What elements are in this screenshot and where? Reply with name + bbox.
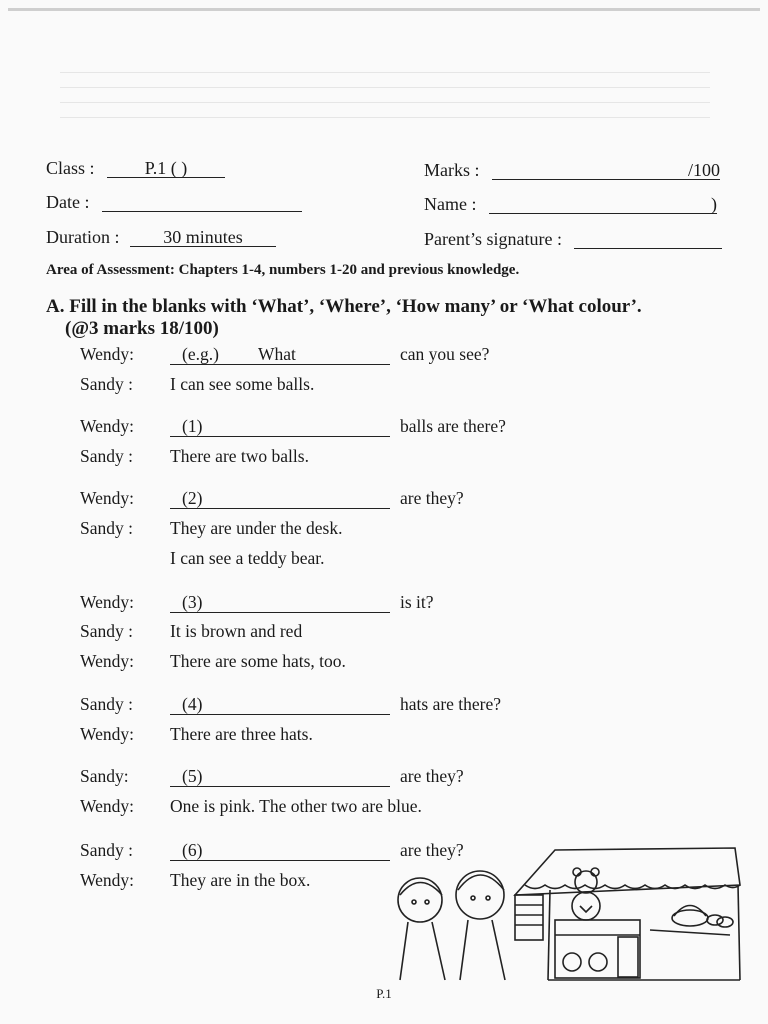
- question-text: are they?: [400, 766, 464, 786]
- speaker-label: Sandy:: [80, 766, 129, 786]
- answer-blank[interactable]: [170, 488, 390, 509]
- dialogue-line: [80, 416, 680, 440]
- dialogue-line: [80, 446, 680, 470]
- section-a-marks: (@3 marks 18/100): [65, 318, 219, 339]
- marks-field: [424, 160, 720, 181]
- response-text: They are under the desk.: [170, 518, 343, 538]
- answer-blank[interactable]: [170, 344, 390, 365]
- answer-blank[interactable]: [170, 840, 390, 861]
- response-text: I can see a teddy bear.: [170, 548, 325, 568]
- dialogue-line: [80, 518, 680, 542]
- example-answer: What: [258, 344, 296, 364]
- speaker-label: Wendy:: [80, 416, 134, 436]
- marks-label: Marks :: [424, 160, 480, 180]
- question-number: (6): [182, 840, 203, 860]
- answer-blank[interactable]: [170, 416, 390, 437]
- question-text: is it?: [400, 592, 434, 612]
- speaker-label: Sandy :: [80, 694, 133, 714]
- section-a-title: A. Fill in the blanks with ‘What’, ‘Where’, ‘How many’ or ‘What colour’.: [46, 296, 642, 317]
- response-text: It is brown and red: [170, 621, 303, 641]
- response-text: One is pink. The other two are blue.: [170, 796, 422, 816]
- speaker-label: Wendy:: [80, 870, 134, 890]
- dialogue-line: [80, 344, 680, 368]
- response-text: There are three hats.: [170, 724, 313, 744]
- duration-label: Duration :: [46, 227, 120, 247]
- scan-edge: [8, 8, 760, 11]
- question-number: (5): [182, 766, 203, 786]
- dialogue-line: [80, 766, 680, 790]
- speaker-label: Sandy :: [80, 518, 133, 538]
- question-text: are they?: [400, 840, 464, 860]
- speaker-label: Sandy :: [80, 621, 133, 641]
- speaker-label: Sandy :: [80, 446, 133, 466]
- assessment-area: Area of Assessment: Chapters 1-4, numbers 1-20 and previous knowledge.: [46, 262, 520, 278]
- question-text: hats are there?: [400, 694, 502, 714]
- date-field: [46, 192, 302, 213]
- section-a-heading: [46, 296, 642, 340]
- question-number: (2): [182, 488, 203, 508]
- speaker-label: Wendy:: [80, 344, 134, 364]
- response-text: There are some hats, too.: [170, 651, 346, 671]
- parent-signature-label: Parent’s signature :: [424, 229, 562, 249]
- dialogue-line: [80, 621, 680, 645]
- question-text: balls are there?: [400, 416, 506, 436]
- dialogue-line: [80, 694, 680, 718]
- page-number: P.1: [376, 986, 392, 1001]
- speaker-label: Sandy :: [80, 374, 133, 394]
- show-through-text: [60, 62, 710, 132]
- parent-signature-field: [424, 229, 722, 250]
- dialogue-line: [80, 796, 680, 820]
- dialogue-line: [80, 592, 680, 616]
- question-number: (e.g.): [182, 344, 219, 364]
- name-blank: [489, 195, 717, 214]
- class-value: P.1 ( ): [107, 159, 225, 178]
- class-field: [46, 158, 225, 179]
- name-field: [424, 194, 717, 215]
- dialogue-line: [80, 724, 680, 748]
- speaker-label: Wendy:: [80, 724, 134, 744]
- duration-field: [46, 227, 276, 248]
- name-label: Name :: [424, 194, 477, 214]
- speaker-label: Wendy:: [80, 651, 134, 671]
- children-toy-shop-illustration: [390, 840, 750, 990]
- dialogue-line: [80, 488, 680, 512]
- speaker-label: Wendy:: [80, 592, 134, 612]
- response-text: There are two balls.: [170, 446, 309, 466]
- dialogue-line: [80, 651, 680, 675]
- question-number: (1): [182, 416, 203, 436]
- marks-value: /100: [492, 161, 720, 180]
- dialogue-line: [80, 548, 680, 572]
- answer-blank[interactable]: [170, 694, 390, 715]
- speaker-label: Sandy :: [80, 840, 133, 860]
- response-text: They are in the box.: [170, 870, 311, 890]
- class-label: Class :: [46, 158, 95, 178]
- dialogue-line: [80, 374, 680, 398]
- date-blank: [102, 193, 302, 212]
- answer-blank[interactable]: [170, 766, 390, 787]
- question-number: (4): [182, 694, 203, 714]
- name-close-paren: ): [710, 194, 717, 214]
- answer-blank[interactable]: [170, 592, 390, 613]
- date-label: Date :: [46, 192, 90, 212]
- question-text: can you see?: [400, 344, 490, 364]
- question-text: are they?: [400, 488, 464, 508]
- parent-signature-blank: [574, 230, 722, 249]
- speaker-label: Wendy:: [80, 488, 134, 508]
- duration-value: 30 minutes: [130, 228, 276, 247]
- speaker-label: Wendy:: [80, 796, 134, 816]
- response-text: I can see some balls.: [170, 374, 315, 394]
- question-number: (3): [182, 592, 203, 612]
